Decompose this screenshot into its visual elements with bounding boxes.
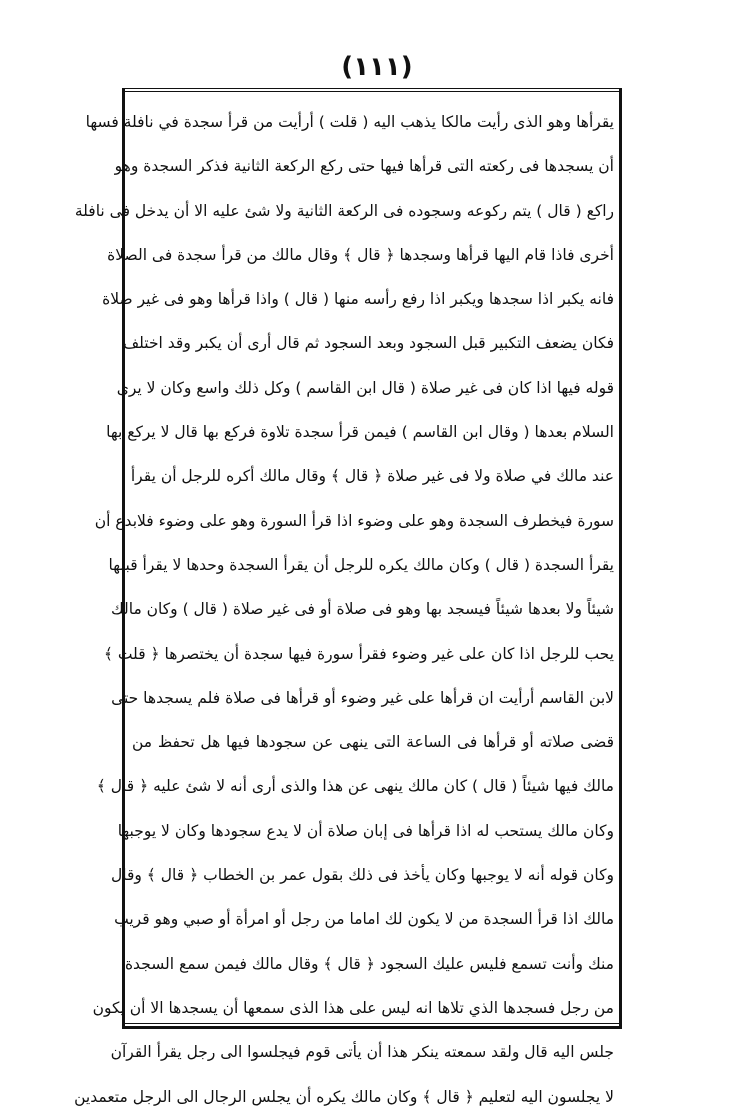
text-line-7: قوله فيها اذا كان فى غير صلاة ( قال ابن القاسم ) وكل ذلك واسع وكان لا يرى (116, 378, 614, 397)
text-line-13: يحب للرجل اذا كان على غير وضوء فقرأ سورة فيها سجدة أن يختصرها ﴿ قلت ﴾ (103, 644, 614, 663)
text-line-15: قضى صلاته أو قرأها فى الساعة التى ينهى عن سجودها فيها هل تحفظ من (132, 733, 614, 752)
frame-top-rule (122, 88, 622, 92)
text-line-11: يقرأ السجدة ( قال ) وكان مالك يكره للرجل أن يقرأ السجدة وحدها لا يقرأ قبلها (108, 555, 614, 574)
text-body (74, 100, 614, 1119)
text-line-19: مالك اذا قرأ السجدة من لا يكون لك اماما من رجل أو امرأة أو صبي وهو قريب (114, 910, 614, 929)
text-line-21: من رجل فسجدها الذي تلاها انه ليس على هذا الذى سمعها أن يسجدها الا أن يكون (92, 998, 614, 1017)
text-line-12: شيئاً ولا بعدها شيئاً فيسجد بها وهو فى صلاة أو فى غير صلاة ( قال ) وكان مالك (110, 600, 614, 619)
text-line-20: منك وأنت تسمع فليس عليك السجود ﴿ قال ﴾ وقال مالك فيمن سمع السجدة (124, 954, 614, 973)
text-line-8: السلام بعدها ( وقال ابن القاسم ) فيمن قرأ سجدة تلاوة فركع بها قال لا يركع بها (106, 423, 614, 442)
text-line-4: أخرى فاذا قام اليها قرأها وسجدها ﴿ قال ﴾ وقال مالك من قرأ سجدة فى الصلاة (107, 245, 614, 264)
text-line-1: يقرأها وهو الذى رأيت مالكا يذهب اليه ( قلت ) أرأيت من قرأ سجدة في نافلة فسها (85, 113, 614, 131)
text-line-3: راكع ( قال ) يتم ركوعه وسجوده فى الركعة الثانية ولا شئ عليه الا أن يدخل فى نافلة (74, 201, 614, 220)
text-line-5: فانه يكبر اذا سجدها ويكبر اذا رفع رأسه منها ( قال ) واذا قرأها وهو فى غير صلاة (102, 290, 614, 309)
text-line-14: لابن القاسم أرأيت ان قرأها على غير وضوء أو قرأها فى صلاة فلم يسجدها حتى (111, 688, 614, 707)
text-line-17: وكان مالك يستحب له اذا قرأها فى إبان صلاة أن لا يدع سجودها وكان لا يوجبها (117, 821, 614, 840)
text-line-6: فكان يضعف التكبير قبل السجود وبعد السجود ثم قال أرى أن يكبر وقد اختلف (123, 334, 614, 353)
text-line-10: سورة فيخطرف السجدة وهو على وضوء اذا قرأ السورة وهو على وضوء فلابدع أن (94, 511, 614, 530)
text-line-23: لا يجلسون اليه لتعليم ﴿ قال ﴾ وكان مالك يكره أن يجلس الرجال الى الرجل متعمدين (74, 1087, 614, 1106)
text-line-22: جلس اليه قال ولقد سمعته ينكر هذا أن يأتى قوم فيجلسوا الى رجل يقرأ القرآن (110, 1043, 614, 1062)
text-line-18: وكان قوله أنه لا يوجبها وكان يأخذ فى ذلك بقول عمر بن الخطاب ﴿ قال ﴾ وقال (110, 866, 614, 885)
text-line-16: مالك فيها شيئاً ( قال ) كان مالك ينهى عن هذا والذى أرى أنه لا شئ عليه ﴿ قال ﴾ (96, 777, 614, 796)
page-number: (١١١) (341, 52, 413, 82)
text-line-2: أن يسجدها فى ركعته التى قرأها فيها حتى ركع الركعة الثانية فذكر السجدة وهو (114, 157, 614, 176)
text-line-9: عند مالك في صلاة ولا فى غير صلاة ﴿ قال ﴾ وقال مالك أكره للرجل أن يقرأ (130, 467, 614, 486)
